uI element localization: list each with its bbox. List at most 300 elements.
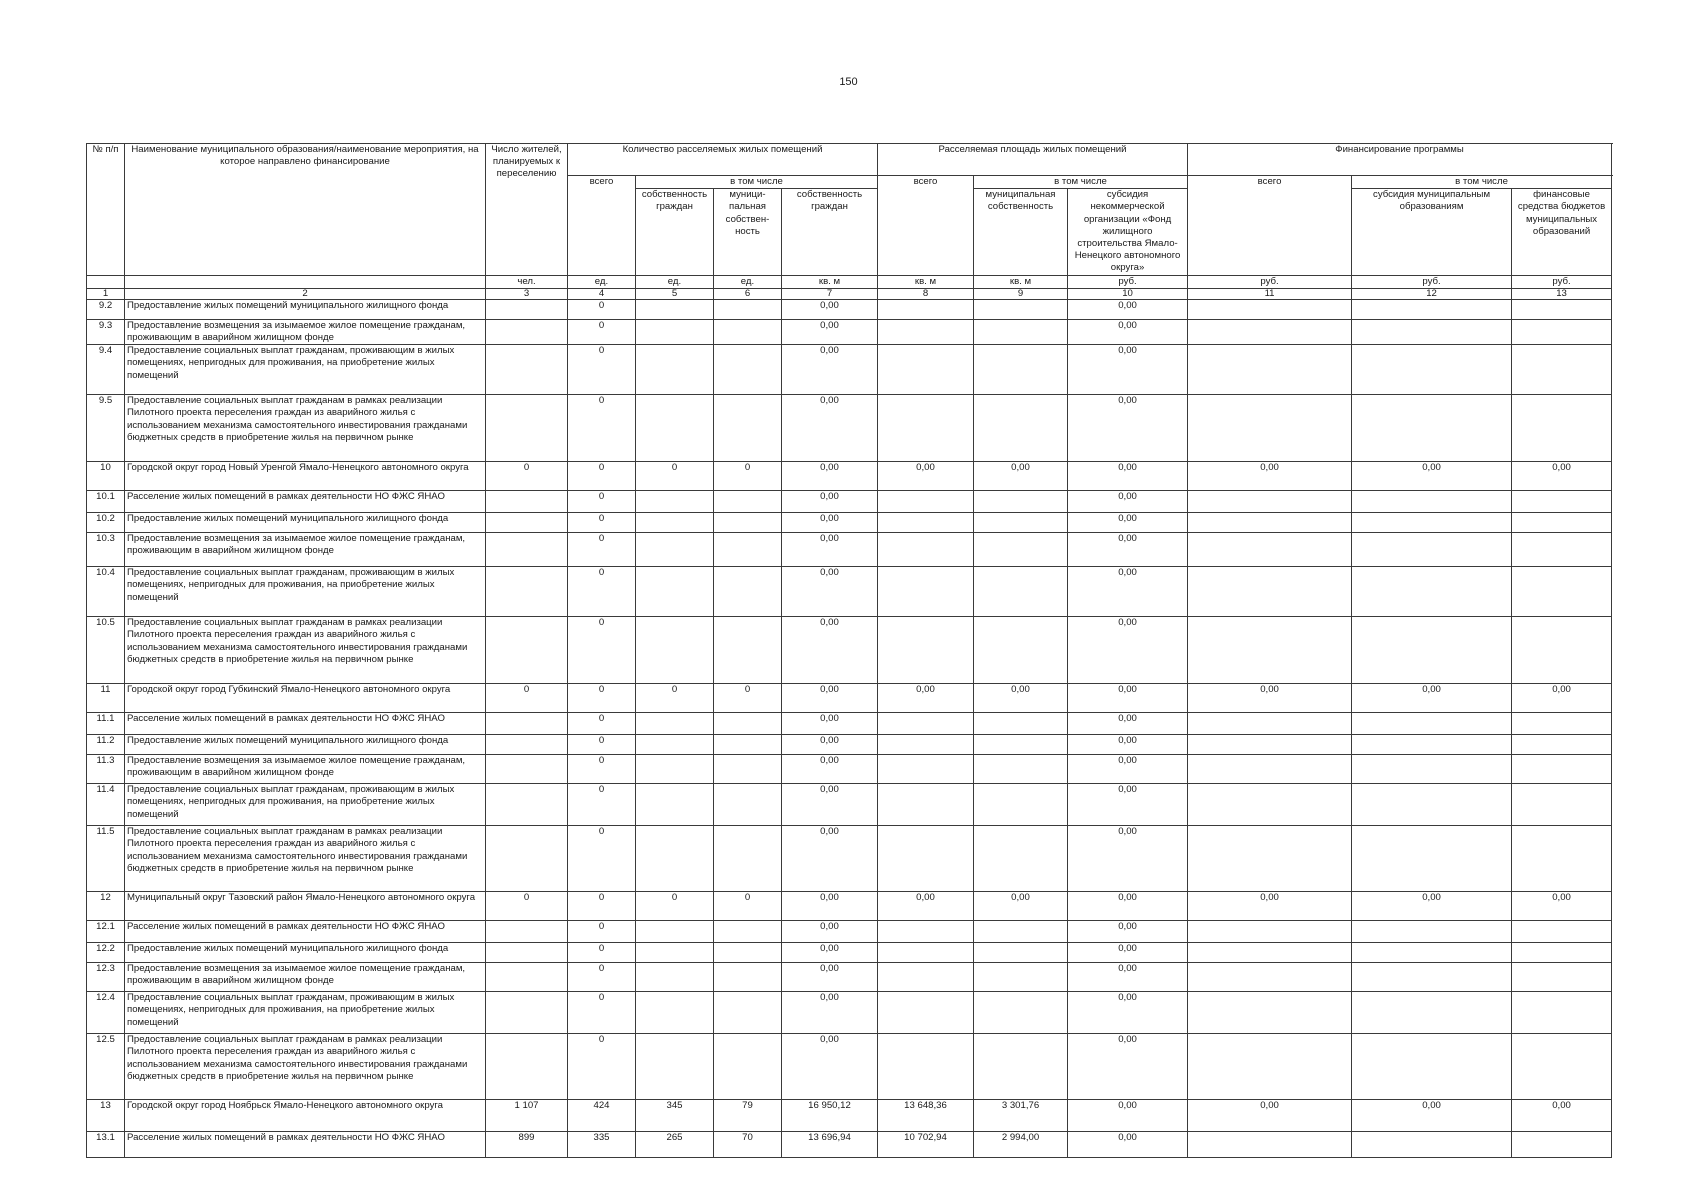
row-value-c5: 0 (636, 684, 714, 713)
resettlement-table (86, 143, 1612, 1158)
table-row (87, 755, 1612, 784)
table-row (87, 299, 1612, 319)
row-number: 11.5 (87, 826, 125, 892)
row-value-c5 (636, 826, 714, 892)
row-value-c8: 0,00 (878, 462, 974, 491)
row-name: Предоставление возмещения за изымаемое жилое помещение гражданам, проживающим в аварийном жилищном фонде (125, 963, 486, 992)
row-value-c7: 0,00 (782, 1034, 878, 1100)
row-value-c12 (1352, 1034, 1512, 1100)
row-value-c13 (1512, 395, 1612, 462)
unit-cell: ед. (714, 275, 782, 288)
row-value-c6 (714, 1034, 782, 1100)
row-value-c3 (486, 345, 568, 395)
row-value-c11 (1188, 943, 1352, 963)
row-value-c10: 0,00 (1068, 395, 1188, 462)
table-row (87, 462, 1612, 491)
row-value-c3: 0 (486, 684, 568, 713)
row-value-c4: 0 (568, 345, 636, 395)
row-value-c13 (1512, 513, 1612, 533)
unit-cell: кв. м (782, 275, 878, 288)
row-value-c10: 0,00 (1068, 943, 1188, 963)
row-value-c6: 70 (714, 1132, 782, 1158)
row-value-c13 (1512, 567, 1612, 617)
row-value-c11 (1188, 992, 1352, 1034)
row-value-c11: 0,00 (1188, 1100, 1352, 1132)
row-value-c8 (878, 567, 974, 617)
row-number: 12.4 (87, 992, 125, 1034)
row-value-c10: 0,00 (1068, 735, 1188, 755)
row-value-c9 (974, 943, 1068, 963)
row-value-c8 (878, 921, 974, 943)
row-value-c11 (1188, 755, 1352, 784)
row-value-c9 (974, 395, 1068, 462)
row-value-c3: 0 (486, 892, 568, 921)
row-number: 12.1 (87, 921, 125, 943)
row-name: Расселение жилых помещений в рамках деятельности НО ФЖС ЯНАО (125, 921, 486, 943)
row-value-c3 (486, 617, 568, 684)
row-value-c9 (974, 921, 1068, 943)
row-value-c7: 0,00 (782, 784, 878, 826)
unit-cell: руб. (1068, 275, 1188, 288)
row-value-c3: 899 (486, 1132, 568, 1158)
header-rooms-total: всего (568, 176, 636, 276)
row-value-c11 (1188, 735, 1352, 755)
row-value-c4: 0 (568, 617, 636, 684)
row-value-c10: 0,00 (1068, 784, 1188, 826)
row-value-c11: 0,00 (1188, 684, 1352, 713)
unit-cell: ед. (636, 275, 714, 288)
row-value-c10: 0,00 (1068, 963, 1188, 992)
row-value-c6 (714, 755, 782, 784)
row-number: 11.1 (87, 713, 125, 735)
row-value-c5 (636, 533, 714, 567)
row-value-c13 (1512, 617, 1612, 684)
row-value-c7: 0,00 (782, 684, 878, 713)
row-value-c10: 0,00 (1068, 826, 1188, 892)
row-value-c3 (486, 784, 568, 826)
row-value-c9 (974, 963, 1068, 992)
row-value-c9 (974, 533, 1068, 567)
row-value-c5 (636, 784, 714, 826)
row-value-c13 (1512, 491, 1612, 513)
header-area-own: собственность граждан (782, 189, 878, 275)
row-value-c6 (714, 567, 782, 617)
row-value-c4: 0 (568, 319, 636, 344)
row-value-c4: 0 (568, 943, 636, 963)
row-value-c3 (486, 735, 568, 755)
row-name: Муниципальный округ Тазовский район Ямало-Ненецкого автономного округа (125, 892, 486, 921)
row-name: Городской округ город Ноябрьск Ямало-Ненецкого автономного округа (125, 1100, 486, 1132)
row-value-c11 (1188, 826, 1352, 892)
row-value-c3 (486, 921, 568, 943)
row-value-c9: 0,00 (974, 462, 1068, 491)
row-value-c12 (1352, 617, 1512, 684)
row-name: Предоставление жилых помещений муниципального жилищного фонда (125, 735, 486, 755)
row-value-c3: 1 107 (486, 1100, 568, 1132)
table-row (87, 319, 1612, 344)
row-value-c4: 0 (568, 784, 636, 826)
row-value-c4: 0 (568, 491, 636, 513)
header-name: Наименование муниципального образования/наименование мероприятия, на которое направлено финансирование (125, 144, 486, 276)
row-value-c3 (486, 755, 568, 784)
row-value-c10: 0,00 (1068, 713, 1188, 735)
header-area-group: Расселяемая площадь жилых помещений (878, 144, 1188, 176)
row-value-c5 (636, 513, 714, 533)
row-value-c3 (486, 299, 568, 319)
row-value-c13 (1512, 921, 1612, 943)
row-value-c12: 0,00 (1352, 684, 1512, 713)
row-value-c9 (974, 345, 1068, 395)
row-value-c7: 0,00 (782, 319, 878, 344)
row-value-c6 (714, 617, 782, 684)
col-number: 12 (1352, 288, 1512, 299)
row-value-c11 (1188, 395, 1352, 462)
page-number: 150 (839, 76, 858, 88)
table-row (87, 345, 1612, 395)
row-value-c3 (486, 963, 568, 992)
row-value-c8: 10 702,94 (878, 1132, 974, 1158)
row-value-c8 (878, 533, 974, 567)
row-value-c6 (714, 784, 782, 826)
row-number: 9.2 (87, 299, 125, 319)
row-value-c8 (878, 513, 974, 533)
header-rooms-incl: в том числе (636, 176, 878, 189)
col-number: 2 (125, 288, 486, 299)
row-value-c5 (636, 319, 714, 344)
row-value-c7: 0,00 (782, 617, 878, 684)
row-value-c11 (1188, 345, 1352, 395)
row-value-c6 (714, 319, 782, 344)
row-value-c10: 0,00 (1068, 513, 1188, 533)
table-row (87, 533, 1612, 567)
row-value-c10: 0,00 (1068, 491, 1188, 513)
row-value-c8 (878, 826, 974, 892)
row-value-c9 (974, 299, 1068, 319)
row-number: 9.5 (87, 395, 125, 462)
row-value-c6 (714, 826, 782, 892)
row-value-c10: 0,00 (1068, 1034, 1188, 1100)
row-value-c8 (878, 319, 974, 344)
row-value-c11 (1188, 567, 1352, 617)
row-value-c9 (974, 319, 1068, 344)
row-value-c11 (1188, 1132, 1352, 1158)
row-value-c4: 0 (568, 755, 636, 784)
row-value-c12 (1352, 567, 1512, 617)
row-value-c8: 0,00 (878, 892, 974, 921)
row-value-c10: 0,00 (1068, 755, 1188, 784)
row-value-c10: 0,00 (1068, 533, 1188, 567)
row-value-c13: 0,00 (1512, 1100, 1612, 1132)
unit-cell: кв. м (974, 275, 1068, 288)
row-value-c6 (714, 992, 782, 1034)
row-value-c12 (1352, 319, 1512, 344)
row-name: Предоставление социальных выплат гражданам в рамках реализации Пилотного проекта переселения граждан из аварийного жилья с использованием механизма самостоятельного инвестирования гражданами бюджетных средств в приобретение жилья на первичном рынке (125, 1034, 486, 1100)
row-value-c13 (1512, 826, 1612, 892)
row-value-c10: 0,00 (1068, 1100, 1188, 1132)
row-value-c5 (636, 755, 714, 784)
col-number: 10 (1068, 288, 1188, 299)
row-value-c7: 0,00 (782, 462, 878, 491)
col-number: 8 (878, 288, 974, 299)
row-value-c13 (1512, 345, 1612, 395)
col-number: 3 (486, 288, 568, 299)
row-number: 12 (87, 892, 125, 921)
row-value-c4: 0 (568, 1034, 636, 1100)
header-residents: Число жителей, планируемых к переселению (486, 144, 568, 276)
row-value-c11 (1188, 617, 1352, 684)
row-value-c11 (1188, 513, 1352, 533)
col-number: 13 (1512, 288, 1612, 299)
row-value-c3 (486, 567, 568, 617)
row-value-c7: 0,00 (782, 533, 878, 567)
row-number: 10.3 (87, 533, 125, 567)
table-row (87, 826, 1612, 892)
row-number: 13 (87, 1100, 125, 1132)
row-value-c4: 0 (568, 921, 636, 943)
row-value-c7: 0,00 (782, 491, 878, 513)
row-value-c6: 79 (714, 1100, 782, 1132)
row-value-c13: 0,00 (1512, 684, 1612, 713)
row-value-c8 (878, 617, 974, 684)
header-area-total: всего (878, 176, 974, 276)
header-rooms-own: собственность граждан (636, 189, 714, 275)
row-name: Предоставление возмещения за изымаемое жилое помещение гражданам, проживающим в аварийном жилищном фонде (125, 319, 486, 344)
row-value-c9 (974, 1034, 1068, 1100)
row-name: Предоставление социальных выплат гражданам, проживающим в жилых помещениях, непригодных для проживания, на приобретение жилых помещений (125, 992, 486, 1034)
row-value-c6: 0 (714, 462, 782, 491)
row-value-c12 (1352, 513, 1512, 533)
row-value-c4: 0 (568, 513, 636, 533)
row-value-c10: 0,00 (1068, 462, 1188, 491)
row-value-c7: 0,00 (782, 755, 878, 784)
header-budget-funds: финансовые средства бюджетов муниципальных образований (1512, 189, 1612, 275)
row-value-c6: 0 (714, 892, 782, 921)
row-value-c7: 16 950,12 (782, 1100, 878, 1132)
row-value-c4: 0 (568, 992, 636, 1034)
row-value-c13 (1512, 963, 1612, 992)
row-value-c7: 0,00 (782, 992, 878, 1034)
row-value-c7: 0,00 (782, 395, 878, 462)
row-name: Предоставление жилых помещений муниципального жилищного фонда (125, 943, 486, 963)
row-value-c5 (636, 713, 714, 735)
row-value-c7: 0,00 (782, 513, 878, 533)
row-number: 9.4 (87, 345, 125, 395)
row-value-c3 (486, 1034, 568, 1100)
row-value-c12: 0,00 (1352, 892, 1512, 921)
row-value-c7: 0,00 (782, 567, 878, 617)
row-value-c7: 0,00 (782, 735, 878, 755)
header-rooms-municipal: муници-пальная собствен-ность (714, 189, 782, 275)
row-name: Предоставление социальных выплат гражданам в рамках реализации Пилотного проекта переселения граждан из аварийного жилья с использованием механизма самостоятельного инвестирования гражданами бюджетных средств в приобретение жилья на первичном рынке (125, 395, 486, 462)
row-value-c13 (1512, 943, 1612, 963)
row-value-c12 (1352, 533, 1512, 567)
row-value-c6 (714, 735, 782, 755)
row-value-c4: 0 (568, 299, 636, 319)
row-value-c5: 0 (636, 892, 714, 921)
row-value-c12 (1352, 713, 1512, 735)
row-value-c6 (714, 533, 782, 567)
row-number: 11.3 (87, 755, 125, 784)
row-value-c8 (878, 299, 974, 319)
row-value-c5: 0 (636, 462, 714, 491)
row-value-c6 (714, 963, 782, 992)
table-row (87, 921, 1612, 943)
row-value-c13 (1512, 533, 1612, 567)
row-value-c5 (636, 395, 714, 462)
row-name: Предоставление социальных выплат гражданам, проживающим в жилых помещениях, непригодных для проживания, на приобретение жилых помещений (125, 567, 486, 617)
row-value-c4: 0 (568, 533, 636, 567)
row-value-c4: 0 (568, 684, 636, 713)
row-value-c4: 0 (568, 735, 636, 755)
table-body (87, 299, 1612, 1157)
header-finance-total: всего (1188, 176, 1352, 276)
col-number: 6 (714, 288, 782, 299)
row-value-c9 (974, 567, 1068, 617)
col-number: 4 (568, 288, 636, 299)
header-area-municipal: муниципальная собственность (974, 189, 1068, 275)
row-name: Городской округ город Губкинский Ямало-Ненецкого автономного округа (125, 684, 486, 713)
row-value-c10: 0,00 (1068, 892, 1188, 921)
row-value-c12: 0,00 (1352, 462, 1512, 491)
header-subsidy-fund: субсидия некоммерческой организации «Фонд жилищного строительства Ямало-Ненецкого автономного округа» (1068, 189, 1188, 275)
col-number: 1 (87, 288, 125, 299)
row-value-c6: 0 (714, 684, 782, 713)
row-value-c12 (1352, 1132, 1512, 1158)
unit-cell: руб. (1352, 275, 1512, 288)
row-value-c13 (1512, 299, 1612, 319)
row-value-c6 (714, 345, 782, 395)
row-value-c11: 0,00 (1188, 892, 1352, 921)
row-value-c13 (1512, 784, 1612, 826)
table-row (87, 684, 1612, 713)
col-number: 11 (1188, 288, 1352, 299)
row-number: 10.4 (87, 567, 125, 617)
row-number: 10 (87, 462, 125, 491)
row-value-c13: 0,00 (1512, 892, 1612, 921)
row-value-c6 (714, 921, 782, 943)
row-value-c11 (1188, 299, 1352, 319)
row-value-c9 (974, 784, 1068, 826)
row-value-c7: 0,00 (782, 826, 878, 892)
row-value-c5 (636, 491, 714, 513)
table-row (87, 943, 1612, 963)
row-value-c11 (1188, 533, 1352, 567)
row-value-c6 (714, 513, 782, 533)
row-name: Предоставление социальных выплат гражданам в рамках реализации Пилотного проекта переселения граждан из аварийного жилья с использованием механизма самостоятельного инвестирования гражданами бюджетных средств в приобретение жилья на первичном рынке (125, 617, 486, 684)
row-name: Расселение жилых помещений в рамках деятельности НО ФЖС ЯНАО (125, 713, 486, 735)
row-value-c4: 424 (568, 1100, 636, 1132)
row-name: Расселение жилых помещений в рамках деятельности НО ФЖС ЯНАО (125, 1132, 486, 1158)
row-number: 10.2 (87, 513, 125, 533)
row-value-c9 (974, 735, 1068, 755)
table-row (87, 1100, 1612, 1132)
row-value-c8 (878, 735, 974, 755)
row-name: Предоставление жилых помещений муниципального жилищного фонда (125, 513, 486, 533)
row-value-c8 (878, 943, 974, 963)
row-value-c3 (486, 513, 568, 533)
row-value-c13 (1512, 1132, 1612, 1158)
row-value-c11 (1188, 319, 1352, 344)
row-value-c12 (1352, 345, 1512, 395)
row-value-c12 (1352, 826, 1512, 892)
header-area-incl: в том числе (974, 176, 1188, 189)
row-value-c7: 13 696,94 (782, 1132, 878, 1158)
row-value-c12 (1352, 943, 1512, 963)
row-value-c9: 0,00 (974, 684, 1068, 713)
row-value-c9 (974, 713, 1068, 735)
row-value-c3 (486, 319, 568, 344)
table-row (87, 491, 1612, 513)
row-value-c12 (1352, 395, 1512, 462)
row-value-c9: 2 994,00 (974, 1132, 1068, 1158)
row-value-c5 (636, 299, 714, 319)
row-value-c8 (878, 713, 974, 735)
unit-empty (87, 275, 125, 288)
row-value-c8: 13 648,36 (878, 1100, 974, 1132)
row-value-c7: 0,00 (782, 921, 878, 943)
table-row (87, 617, 1612, 684)
row-value-c12: 0,00 (1352, 1100, 1512, 1132)
header-finance-group: Финансирование программы (1188, 144, 1612, 176)
row-number: 13.1 (87, 1132, 125, 1158)
row-value-c9 (974, 755, 1068, 784)
row-value-c3: 0 (486, 462, 568, 491)
table-row (87, 567, 1612, 617)
row-name: Городской округ город Новый Уренгой Ямало-Ненецкого автономного округа (125, 462, 486, 491)
row-value-c5 (636, 963, 714, 992)
table-row (87, 963, 1612, 992)
row-value-c5 (636, 567, 714, 617)
row-value-c11 (1188, 921, 1352, 943)
row-value-c3 (486, 992, 568, 1034)
row-value-c13 (1512, 755, 1612, 784)
row-value-c13: 0,00 (1512, 462, 1612, 491)
row-number: 11.4 (87, 784, 125, 826)
row-number: 12.3 (87, 963, 125, 992)
row-value-c12 (1352, 735, 1512, 755)
unit-cell: руб. (1188, 275, 1352, 288)
row-value-c4: 0 (568, 826, 636, 892)
row-value-c12 (1352, 755, 1512, 784)
row-value-c8 (878, 491, 974, 513)
row-value-c12 (1352, 963, 1512, 992)
row-name: Предоставление возмещения за изымаемое жилое помещение гражданам, проживающим в аварийном жилищном фонде (125, 533, 486, 567)
row-value-c13 (1512, 319, 1612, 344)
row-value-c4: 0 (568, 713, 636, 735)
row-value-c5 (636, 1034, 714, 1100)
row-value-c13 (1512, 735, 1612, 755)
row-value-c5 (636, 992, 714, 1034)
row-value-c7: 0,00 (782, 299, 878, 319)
row-value-c3 (486, 491, 568, 513)
row-name: Предоставление социальных выплат гражданам в рамках реализации Пилотного проекта переселения граждан из аварийного жилья с использованием механизма самостоятельного инвестирования гражданами бюджетных средств в приобретение жилья на первичном рынке (125, 826, 486, 892)
row-value-c10: 0,00 (1068, 319, 1188, 344)
row-name: Предоставление социальных выплат гражданам, проживающим в жилых помещениях, непригодных для проживания, на приобретение жилых помещений (125, 345, 486, 395)
table-row (87, 1034, 1612, 1100)
row-value-c12 (1352, 299, 1512, 319)
row-value-c11 (1188, 491, 1352, 513)
row-value-c9: 0,00 (974, 892, 1068, 921)
row-value-c11 (1188, 963, 1352, 992)
row-value-c5: 265 (636, 1132, 714, 1158)
row-value-c8 (878, 345, 974, 395)
row-value-c4: 0 (568, 963, 636, 992)
row-value-c4: 0 (568, 462, 636, 491)
row-value-c4: 335 (568, 1132, 636, 1158)
row-value-c3 (486, 943, 568, 963)
row-value-c12 (1352, 491, 1512, 513)
row-value-c4: 0 (568, 892, 636, 921)
